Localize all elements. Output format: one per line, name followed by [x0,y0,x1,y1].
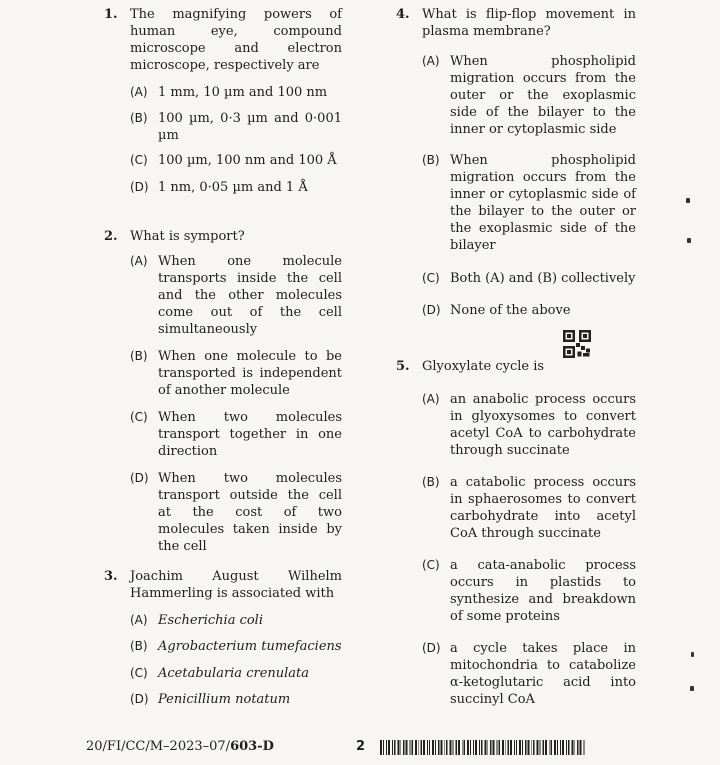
option-text: Penicillium notatum [158,692,291,707]
question-text: Joachim August Wilhelm Hammerling is associated with [130,569,342,601]
question-number: 4. [396,7,410,22]
option-label: (C) [422,558,440,572]
option-text: a catabolic process occurs in sphaerosomes to convert carbohydrate into acetyl CoA through succinate [450,475,636,541]
option-label: (B) [422,153,440,167]
option-label: (D) [422,303,441,317]
option-3a [130,612,342,629]
paper-code-suffix: 603-D [230,739,274,754]
option-2c [130,409,342,460]
question-5 [396,358,636,375]
qr-code-icon [563,330,591,358]
question-number: 5. [396,359,410,374]
option-1b [130,110,342,144]
option-text: When one molecule to be transported is independent of another molecule [158,349,342,398]
page-number: 2 [356,739,366,754]
option-label: (C) [422,271,440,285]
paper-code [86,738,274,755]
option-text: Agrobacterium tumefaciens [158,639,342,654]
option-2d [130,470,342,555]
option-text: Acetabularia crenulata [158,666,310,681]
question-text: What is symport? [130,229,245,244]
option-label: (D) [422,641,441,655]
option-label: (A) [422,392,440,406]
option-text: Escherichia coli [158,613,263,628]
option-1c [130,152,342,169]
option-text: When two molecules transport outside the cell at the cost of two molecules taken inside by the cell [158,471,342,554]
option-5d [422,640,636,708]
option-label: (B) [130,639,148,653]
option-text: None of the above [450,303,571,318]
option-1d [130,179,342,196]
option-label: (A) [422,54,440,68]
option-text: When two molecules transport together in one direction [158,410,342,459]
question-number: 2. [104,229,118,244]
question-3 [104,568,342,602]
option-text: When one molecule transports inside the cell and the other molecules come out of the cell simultaneously [158,254,342,337]
option-text: 1 nm, 0·05 µm and 1 Å [158,180,308,195]
speck-mark [687,238,691,243]
option-label: (B) [130,349,148,363]
speck-mark [686,198,690,203]
option-5c [422,557,636,625]
option-4a [422,53,636,138]
option-text: When phospholipid migration occurs from the inner or cytoplasmic side of the bilayer to the outer or the exoplasmic side of the bilayer [450,153,636,253]
barcode-icon [380,740,586,755]
option-2b [130,348,342,399]
question-text: The magnifying powers of human eye, compound microscope and electron microscope, respectively are [130,7,342,73]
option-label: (C) [130,153,148,167]
question-text: Glyoxylate cycle is [422,359,545,374]
option-text: 1 mm, 10 µm and 100 nm [158,85,328,100]
option-label: (C) [130,410,148,424]
option-text: a cata-anabolic process occurs in plastids to synthesize and breakdown of some proteins [450,558,636,624]
option-text: a cycle takes place in mitochondria to catabolize α-ketoglutaric acid into succinyl CoA [450,641,636,707]
option-label: (D) [130,180,149,194]
option-label: (B) [422,475,440,489]
question-2 [104,228,342,245]
option-4c [422,270,636,287]
option-label: (D) [130,692,149,706]
option-text: 100 µm, 100 nm and 100 Å [158,153,337,168]
speck-mark [691,652,694,657]
option-3c [130,665,342,682]
option-label: (A) [130,85,148,99]
option-text: an anabolic process occurs in glyoxysomes to convert acetyl CoA to carbohydrate through succinate [450,392,636,458]
option-4d [422,302,636,319]
option-5b [422,474,636,542]
option-text: When phospholipid migration occurs from the outer or the exoplasmic side of the bilayer to the inner or cytoplasmic side [450,54,636,137]
question-number: 1. [104,7,118,22]
question-1 [104,6,342,74]
option-3b [130,638,342,655]
option-text: Both (A) and (B) collectively [450,271,636,286]
option-label: (A) [130,613,148,627]
option-label: (A) [130,254,148,268]
option-2a [130,253,342,338]
option-label: (C) [130,666,148,680]
option-text: 100 µm, 0·3 µm and 0·001 µm [158,111,342,143]
option-3d [130,691,342,708]
option-5a [422,391,636,459]
speck-mark [690,686,694,691]
option-4b [422,152,636,254]
paper-code-prefix: 20/FI/CC/M–2023–07/ [86,739,231,754]
question-text: What is flip-flop movement in plasma membrane? [422,7,636,39]
option-1a [130,84,342,101]
option-label: (D) [130,471,149,485]
option-label: (B) [130,111,148,125]
question-4 [396,6,636,40]
question-number: 3. [104,569,118,584]
